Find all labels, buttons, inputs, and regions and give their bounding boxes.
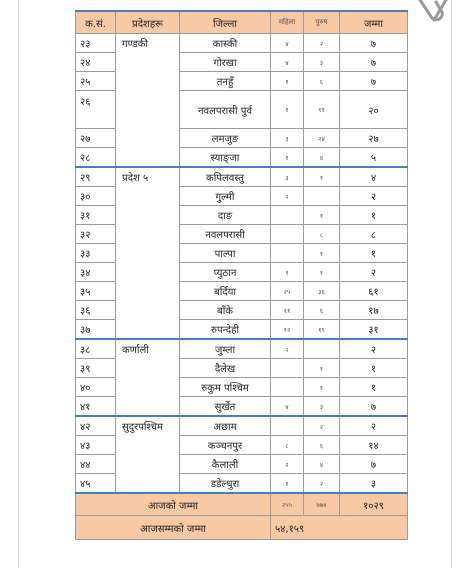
row-total: २७ bbox=[340, 129, 408, 148]
page-border-right bbox=[451, 0, 452, 568]
row-total: ३ bbox=[340, 474, 408, 494]
row-district: रुकुम पश्चिम bbox=[180, 378, 271, 397]
row-district: स्याङ्जा bbox=[180, 148, 271, 168]
row-total: ८ bbox=[340, 225, 408, 244]
row-district: कञ्चनपुर bbox=[180, 436, 271, 455]
row-district: नवलपरासी bbox=[180, 225, 271, 244]
cumulative-total-label: आजसम्मको जम्मा bbox=[76, 516, 271, 540]
row-district: जुम्ला bbox=[180, 339, 271, 359]
row-male: १ bbox=[304, 359, 340, 378]
row-sn: ३२ bbox=[76, 225, 116, 244]
province-cell: प्रदेश ५ bbox=[116, 167, 180, 339]
row-district: बर्दिया bbox=[180, 282, 271, 301]
province-cell: गण्डकी bbox=[116, 34, 180, 168]
row-male bbox=[304, 187, 340, 206]
row-male: ६ bbox=[304, 72, 340, 91]
row-district: कास्की bbox=[180, 34, 271, 53]
row-male: ३ bbox=[304, 397, 340, 417]
row-total: ३१ bbox=[340, 320, 408, 340]
row-male: १ bbox=[304, 244, 340, 263]
table-row bbox=[76, 339, 408, 359]
row-sn: ३६ bbox=[76, 301, 116, 320]
row-male: २४ bbox=[304, 129, 340, 148]
header-district: जिल्ला bbox=[180, 11, 271, 34]
row-female: १२ bbox=[271, 320, 304, 340]
row-sn: २७ bbox=[76, 129, 116, 148]
row-total: २ bbox=[340, 339, 408, 359]
district-cases-table bbox=[75, 10, 408, 540]
row-total: १७ bbox=[340, 301, 408, 320]
row-district: लमजुङ bbox=[180, 129, 271, 148]
row-female bbox=[271, 378, 304, 397]
row-female: ३ bbox=[271, 167, 304, 187]
row-total: २ bbox=[340, 416, 408, 436]
row-female: १ bbox=[271, 91, 304, 129]
row-total: ५ bbox=[340, 148, 408, 168]
row-female: १ bbox=[271, 263, 304, 282]
row-female: २ bbox=[271, 187, 304, 206]
row-male: १९ bbox=[304, 320, 340, 340]
row-total: ७ bbox=[340, 455, 408, 474]
row-male: १ bbox=[304, 167, 340, 187]
today-total-label: आजको जम्मा bbox=[76, 493, 271, 516]
row-total: ६१ bbox=[340, 282, 408, 301]
row-district: डडेल्धुरा bbox=[180, 474, 271, 494]
row-female bbox=[271, 359, 304, 378]
header-sn: क.सं. bbox=[76, 11, 116, 34]
header-male: पुरुष bbox=[304, 11, 340, 34]
row-male: १ bbox=[304, 206, 340, 225]
today-male-total: ७७४ bbox=[304, 493, 340, 516]
row-female: ११ bbox=[271, 301, 304, 320]
row-total: १४ bbox=[340, 436, 408, 455]
row-sn: ३१ bbox=[76, 206, 116, 225]
table-row bbox=[76, 167, 408, 187]
row-sn: २६ bbox=[76, 91, 116, 129]
row-sn: ३८ bbox=[76, 339, 116, 359]
paperclip-icon[interactable] bbox=[416, 0, 450, 28]
row-sn: २८ bbox=[76, 148, 116, 168]
today-total-row bbox=[76, 493, 408, 516]
row-district: अछाम bbox=[180, 416, 271, 436]
row-male: ६ bbox=[304, 301, 340, 320]
row-district: दाङ bbox=[180, 206, 271, 225]
row-district: कपिलवस्तु bbox=[180, 167, 271, 187]
row-district: बाँके bbox=[180, 301, 271, 320]
row-male: ४ bbox=[304, 455, 340, 474]
row-total: १ bbox=[340, 359, 408, 378]
row-female: ४ bbox=[271, 34, 304, 53]
row-total: १ bbox=[340, 378, 408, 397]
row-sn: २३ bbox=[76, 34, 116, 53]
row-district: कैलाली bbox=[180, 455, 271, 474]
row-male: २ bbox=[304, 416, 340, 436]
row-female: २५ bbox=[271, 282, 304, 301]
header-province: प्रदेशहरू bbox=[116, 11, 180, 34]
row-sn: २९ bbox=[76, 167, 116, 187]
row-male: ४ bbox=[304, 148, 340, 168]
row-total: २ bbox=[340, 263, 408, 282]
province-cell: सुदुरपश्चिम bbox=[116, 416, 180, 493]
table-row bbox=[76, 416, 408, 436]
row-total: ७ bbox=[340, 53, 408, 72]
row-male: १ bbox=[304, 378, 340, 397]
row-male: ६ bbox=[304, 436, 340, 455]
cumulative-total-row bbox=[76, 516, 408, 540]
row-male: १ bbox=[304, 263, 340, 282]
row-district: प्युठान bbox=[180, 263, 271, 282]
table-row bbox=[76, 34, 408, 53]
row-sn: ३५ bbox=[76, 282, 116, 301]
row-district: दैलेख bbox=[180, 359, 271, 378]
row-sn: ३३ bbox=[76, 244, 116, 263]
row-sn: ४५ bbox=[76, 474, 116, 494]
page-border-left bbox=[18, 0, 19, 568]
row-sn: ३९ bbox=[76, 359, 116, 378]
row-male: २ bbox=[304, 474, 340, 494]
row-female bbox=[271, 416, 304, 436]
row-female bbox=[271, 225, 304, 244]
row-female: ४ bbox=[271, 397, 304, 417]
row-district: तनहुँ bbox=[180, 72, 271, 91]
row-district: सुर्खेत bbox=[180, 397, 271, 417]
province-cell: कर्णाली bbox=[116, 339, 180, 416]
row-district: गोरखा bbox=[180, 53, 271, 72]
row-male: ३ bbox=[304, 53, 340, 72]
row-male: ११ bbox=[304, 91, 340, 129]
row-total: २० bbox=[340, 91, 408, 129]
row-sn: ४३ bbox=[76, 436, 116, 455]
row-female: १ bbox=[271, 474, 304, 494]
row-male: २ bbox=[304, 34, 340, 53]
row-sn: २५ bbox=[76, 72, 116, 91]
row-sn: ४० bbox=[76, 378, 116, 397]
row-female: ८ bbox=[271, 436, 304, 455]
row-male bbox=[304, 339, 340, 359]
row-sn: ४२ bbox=[76, 416, 116, 436]
cumulative-total-value: ५४,१५९ bbox=[271, 516, 408, 540]
row-female: २ bbox=[271, 455, 304, 474]
row-total: ७ bbox=[340, 34, 408, 53]
row-male: ३६ bbox=[304, 282, 340, 301]
row-total: ७ bbox=[340, 397, 408, 417]
today-female-total: २५५ bbox=[271, 493, 304, 516]
row-female: १ bbox=[271, 148, 304, 168]
row-total: ७ bbox=[340, 72, 408, 91]
row-female: १ bbox=[271, 72, 304, 91]
row-total: ४ bbox=[340, 167, 408, 187]
row-sn: ४१ bbox=[76, 397, 116, 417]
header-total: जम्मा bbox=[340, 11, 408, 34]
row-sn: ३४ bbox=[76, 263, 116, 282]
row-district: रुपन्देही bbox=[180, 320, 271, 340]
row-sn: ४४ bbox=[76, 455, 116, 474]
row-district: नवलपरासी पुर्व bbox=[180, 91, 271, 129]
row-female: २ bbox=[271, 339, 304, 359]
row-sn: ३० bbox=[76, 187, 116, 206]
row-total: १ bbox=[340, 244, 408, 263]
row-female: ४ bbox=[271, 53, 304, 72]
row-sn: ३७ bbox=[76, 320, 116, 340]
row-district: गुल्मी bbox=[180, 187, 271, 206]
today-grand-total: १०२९ bbox=[340, 493, 408, 516]
row-female bbox=[271, 244, 304, 263]
row-male: ८ bbox=[304, 225, 340, 244]
row-female bbox=[271, 206, 304, 225]
header-female: महिला bbox=[271, 11, 304, 34]
covid-district-table-sheet bbox=[75, 10, 407, 540]
row-female: ३ bbox=[271, 129, 304, 148]
row-district: पाल्पा bbox=[180, 244, 271, 263]
row-total: २ bbox=[340, 187, 408, 206]
table-header-row bbox=[76, 11, 408, 34]
row-total: १ bbox=[340, 206, 408, 225]
row-sn: २४ bbox=[76, 53, 116, 72]
